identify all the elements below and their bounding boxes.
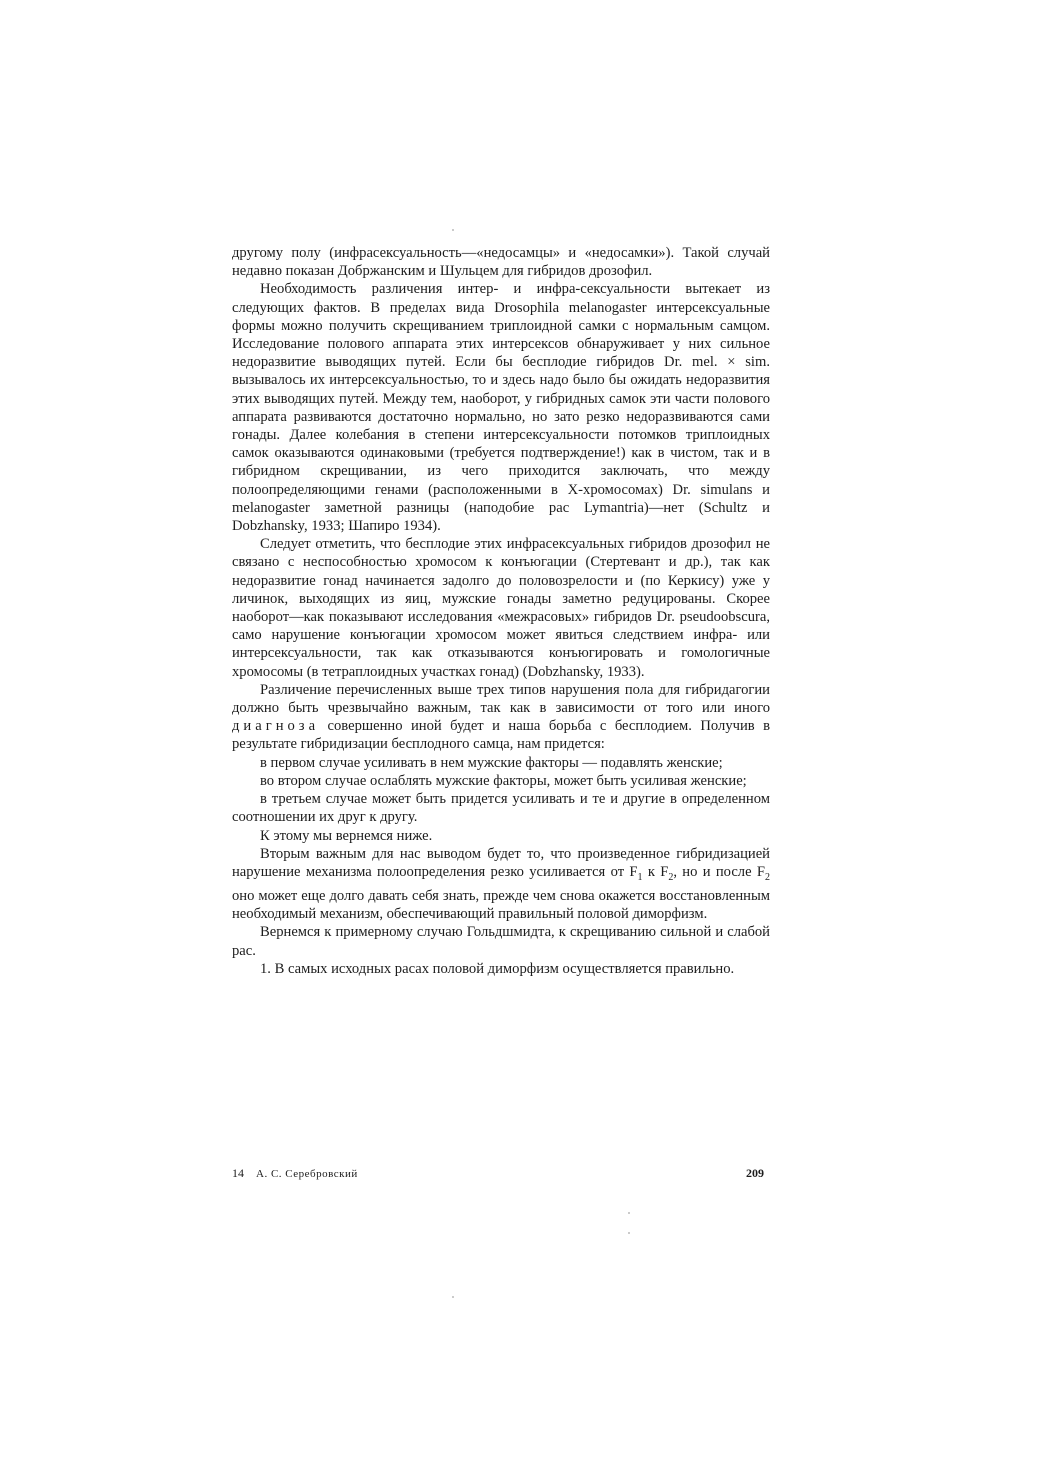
pf-sub3: 2: [765, 871, 770, 883]
pf-part2: оно может еще долго давать себя знать, прежде чем снова окажется восстановленным необходимый механизм, обеспечивающий правильный половой диморфизм.: [232, 888, 770, 923]
page-footer: [232, 1166, 770, 1184]
signature-mark: [232, 1166, 358, 1181]
case-second: во втором случае ослаблять мужские факторы, может быть усиливая женские;: [260, 772, 747, 789]
scan-speck: [628, 1232, 630, 1234]
case-third: в третьем случае может быть придется усиливать и те и другие в определенном соотношении их друг к другу.: [232, 791, 770, 826]
author-name: А. С. Серебровский: [256, 1168, 358, 1180]
paragraph-2: Необходимость различения интер- и инфра-сексуальности вытекает из следующих фактов. В пределах вида Drosophila melanogaster интерсексуальные формы можно получить скрещиванием триплоидной самки с нормальным самцом. Исследование полового аппарата этих интерсексов обнаруживает у них сильное недоразвитие выводящих путей. Если бы бесплодие гибридов Dr. mel. × sim. вызывалось их интерсексуальностью, то и здесь надо было бы ожидать недоразвития этих выводящих путей. Между тем, наоборот, у гибридных самок эти части полового аппарата развиваются достаточно нормально, но зато резко недоразвиваются сами гонады. Далее колебания в степени интерсексуальности потомков триплоидных самок оказываются одинаковыми (требуется подтверждение!) как в чистом, так и в гибридном скрещивании, из чего приходится заключать, что между полоопределяющими генами (расположенными в Х-хромосомах) Dr. simulans и melanogaster заметной разницы (наподобие рас Lymantria)—нет (Schultz и Dobzhansky, 1933; Шапиро 1934).: [232, 281, 770, 535]
signature-number: 14: [232, 1166, 244, 1180]
paragraph-goldschmidt: Вернемся к примерному случаю Гольдшмидта, к скрещиванию сильной и слабой рас.: [232, 924, 770, 959]
scan-speck: [452, 1296, 454, 1298]
paragraph-1: другому полу (инфрасексуальность—«недосамцы» и «недосамки»). Такой случай недавно показан Добржанским и Шульцем для гибридов дрозофил.: [232, 245, 770, 280]
pf-mid2: , но и после F: [673, 863, 765, 880]
main-text: [232, 244, 770, 978]
pf-sub1: 1: [637, 871, 643, 883]
page-number: 209: [746, 1166, 764, 1180]
scan-speck: [628, 1212, 630, 1214]
return-line: К этому мы вернемся ниже.: [260, 827, 433, 844]
pf-mid1: к F: [642, 863, 669, 880]
paragraph-4-part2: совершенно иной будет и наша борьба с бесплодием. Получив в результате гибридизации бесплодного самца, нам придется:: [232, 718, 770, 753]
paragraph-4: [232, 681, 770, 754]
pf-sub2: 2: [668, 871, 674, 883]
paragraph-4-part1: Различение перечисленных выше трех типов нарушения пола для гибридагогии должно быть чрезвычайно важным, так как в зависимости от того или иного: [232, 681, 770, 717]
paragraph-numbered-1: 1. В самых исходных расах половой диморфизм осуществляется правильно.: [260, 960, 735, 977]
paragraph-3: Следует отметить, что бесплодие этих инфрасексуальных гибридов дрозофил не связано с неспособностью хромосом к конъюгации (Стертевант и др.), так как недоразвитие гонад начинается задолго до половозрелости и (по Керкису) уже у личинок, выходящих из яиц, мужские гонады заметно редуцированы. Скорее наоборот—как показывают исследования «межрасовых» гибридов Dr. pseudoobscura, само нарушение конъюгации хромосом может явиться следствием инфра- или интерсексуальности, так как отказываются конъюгировать и гомологичные хромосомы (в тетраплоидных участках гонад) (Dobzhansky, 1933).: [232, 536, 770, 680]
pf-part1: Вторым важным для нас выводом будет то, что произведенное гибридизацией нарушение механизма полоопределения резко усиливается от F: [232, 845, 770, 880]
case-first: в первом случае усиливать в нем мужские факторы — подавлять женские;: [260, 754, 723, 771]
scan-speck: [452, 229, 454, 231]
paragraph-f-generations: [232, 845, 770, 924]
spaced-word-diagnosis: диагноза: [232, 718, 320, 735]
